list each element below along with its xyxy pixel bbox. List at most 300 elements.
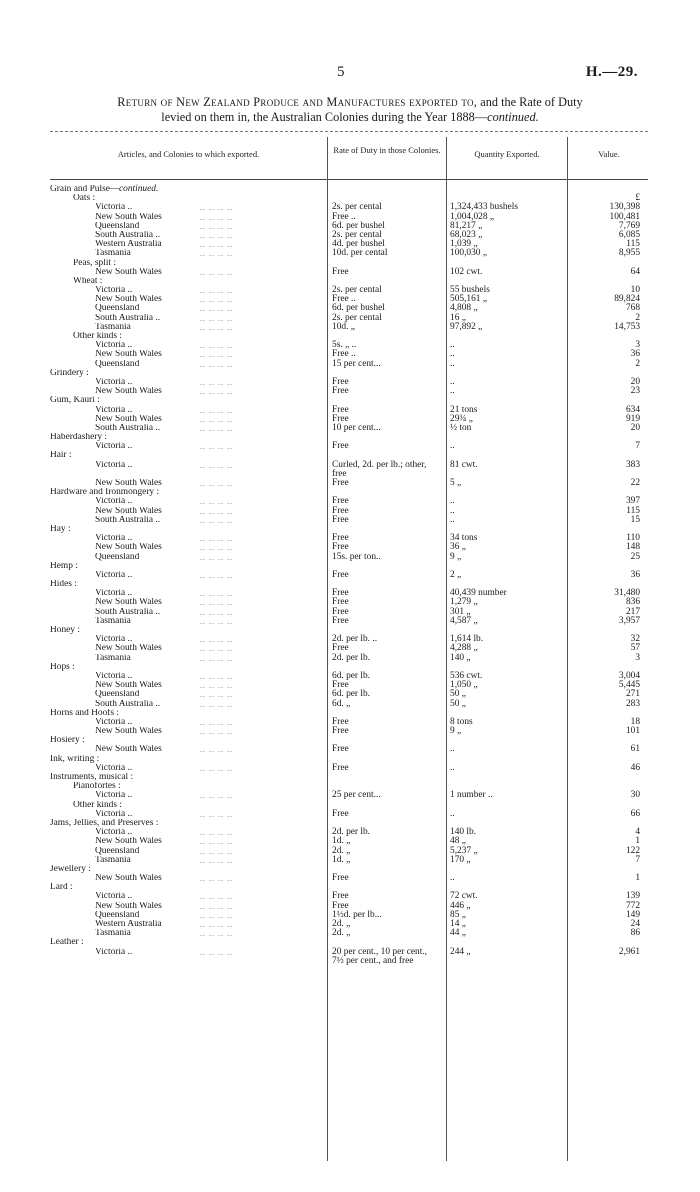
duty-rate: 2s. per cental xyxy=(332,285,382,296)
quantity-exported: 44 „ xyxy=(450,928,466,939)
section-heading: Leather : xyxy=(50,938,84,948)
table-row xyxy=(50,608,648,617)
export-value: 5,445 xyxy=(618,680,640,691)
duty-rate: 1d. „ xyxy=(332,836,351,847)
leader-dots: .. .. .. .. xyxy=(200,322,233,332)
quantity-exported: 16 „ xyxy=(450,312,466,323)
leader-dots: .. .. .. .. xyxy=(200,947,233,957)
export-value: 271 xyxy=(625,689,640,700)
quantity-exported: 4,808 „ xyxy=(450,303,478,314)
duty-rate: 20 per cent., 10 per cent., 7½ per cent., and free xyxy=(332,946,428,966)
section-heading-row xyxy=(50,773,648,782)
table-row xyxy=(50,654,648,663)
leader-dots: .. .. .. .. xyxy=(200,570,233,580)
duty-rate: 5s. „ .. xyxy=(332,340,357,351)
quantity-exported: 1,050 „ xyxy=(450,680,478,691)
export-value: 89,824 xyxy=(614,294,640,305)
destination-colony: Tasmania xyxy=(95,322,131,332)
table-row xyxy=(50,718,648,727)
export-value: 772 xyxy=(625,900,640,911)
export-value: 283 xyxy=(625,698,640,709)
export-value: 2 xyxy=(635,358,640,369)
leader-dots: .. .. .. .. xyxy=(200,699,233,709)
table-row xyxy=(50,442,648,451)
leader-dots: .. .. .. .. xyxy=(200,377,233,387)
leader-dots: .. .. .. .. xyxy=(200,616,233,626)
quantity-exported: 9 „ xyxy=(450,551,462,562)
duty-rate: 15s. per ton.. xyxy=(332,551,381,562)
export-value: 100,481 xyxy=(609,211,640,222)
export-value: 22 xyxy=(630,478,640,489)
quantity-exported: 244 „ xyxy=(450,946,471,957)
destination-colony: New South Wales xyxy=(95,901,162,911)
section-heading: Lard : xyxy=(50,883,73,893)
export-value: 86 xyxy=(630,928,640,939)
table-row xyxy=(50,700,648,709)
leader-dots: .. .. .. .. xyxy=(200,892,233,902)
duty-rate: 6d. per bushel xyxy=(332,220,385,231)
duty-rate: Free xyxy=(332,496,349,507)
destination-colony: Victoria .. xyxy=(95,377,133,387)
duty-rate: Free xyxy=(332,478,349,489)
leader-dots: .. .. .. .. xyxy=(200,653,233,663)
export-value: 383 xyxy=(625,459,640,470)
destination-colony: New South Wales xyxy=(95,598,162,608)
section-heading: Honey : xyxy=(50,626,80,636)
destination-colony: New South Wales xyxy=(95,874,162,884)
quantity-exported: 1 number .. xyxy=(450,790,493,801)
duty-rate: 2d. per lb. xyxy=(332,827,371,838)
export-value: 6,085 xyxy=(618,229,640,240)
table-row xyxy=(50,516,648,525)
export-value: 3 xyxy=(635,340,640,351)
duty-rate: Free xyxy=(332,615,349,626)
export-value: 110 xyxy=(626,533,640,544)
table-row xyxy=(50,553,648,562)
leader-dots: .. .. .. .. xyxy=(200,717,233,727)
duty-rate: Free xyxy=(332,606,349,617)
section-heading-row xyxy=(50,259,648,268)
quantity-exported: 36 „ xyxy=(450,542,466,553)
top-rule xyxy=(50,131,648,132)
leader-dots: .. .. .. .. xyxy=(200,313,233,323)
destination-colony: Victoria .. xyxy=(95,497,133,507)
title-line1-rest: and the Rate of Duty xyxy=(480,95,583,109)
duty-rate: 2d. per lb. .. xyxy=(332,634,378,645)
table-row xyxy=(50,424,648,433)
duty-rate: Free .. xyxy=(332,294,356,305)
duty-rate: Free xyxy=(332,680,349,691)
table-row xyxy=(50,598,648,607)
quantity-exported: 4,288 „ xyxy=(450,643,478,654)
destination-colony: New South Wales xyxy=(95,295,162,305)
leader-dots: .. .. .. .. xyxy=(200,479,233,489)
duty-rate: Free xyxy=(332,413,349,424)
leader-dots: .. .. .. .. xyxy=(200,442,233,452)
quantity-exported: .. xyxy=(450,496,455,507)
table-row xyxy=(50,892,648,901)
quantity-exported: 29¾ „ xyxy=(450,413,473,424)
export-value: 2 xyxy=(635,312,640,323)
quantity-exported: 5 „ xyxy=(450,478,462,489)
export-value: 57 xyxy=(630,643,640,654)
section-heading: Gum, Kauri : xyxy=(50,396,100,406)
leader-dots: .. .. .. .. xyxy=(200,727,233,737)
duty-rate: Free xyxy=(332,716,349,727)
leader-dots: .. .. .. .. xyxy=(200,359,233,369)
section-heading-row xyxy=(50,433,648,442)
destination-colony: New South Wales xyxy=(95,387,162,397)
leader-dots: .. .. .. .. xyxy=(200,286,233,296)
quantity-exported: 9 „ xyxy=(450,726,462,737)
section-heading: Hosiery : xyxy=(50,736,85,746)
destination-colony: South Australia .. xyxy=(95,423,161,433)
table-row xyxy=(50,856,648,865)
export-value: 101 xyxy=(625,726,640,737)
leader-dots: .. .. .. .. xyxy=(200,497,233,507)
export-value: 634 xyxy=(625,404,640,415)
destination-colony: New South Wales xyxy=(95,745,162,755)
destination-colony: Western Australia xyxy=(95,920,162,930)
section-heading-row xyxy=(50,369,648,378)
leader-dots: .. .. .. .. xyxy=(200,828,233,838)
duty-rate: Free .. xyxy=(332,211,356,222)
export-value: 122 xyxy=(625,845,640,856)
leader-dots: .. .. .. .. xyxy=(200,350,233,360)
export-value: 919 xyxy=(625,413,640,424)
quantity-exported: 1,614 lb. xyxy=(450,634,484,645)
section-heading-row xyxy=(50,488,648,497)
destination-colony: Queensland xyxy=(95,690,140,700)
table-row xyxy=(50,323,648,332)
section-heading: Hair : xyxy=(50,451,72,461)
export-value: 24 xyxy=(630,919,640,930)
section-heading: Horns and Hoofs : xyxy=(50,708,120,718)
export-value: 149 xyxy=(625,909,640,920)
leader-dots: .. .. .. .. xyxy=(200,534,233,544)
quantity-exported: .. xyxy=(450,376,455,387)
duty-rate: Free xyxy=(332,569,349,580)
destination-colony: Tasmania xyxy=(95,653,131,663)
table-row xyxy=(50,461,648,479)
quantity-exported: 48 „ xyxy=(450,836,466,847)
leader-dots: .. .. .. .. xyxy=(200,690,233,700)
table-row xyxy=(50,617,648,626)
export-value: 3,004 xyxy=(618,670,640,681)
quantity-exported: 2 „ xyxy=(450,569,462,580)
table-row xyxy=(50,791,648,800)
destination-colony: Victoria .. xyxy=(95,717,133,727)
duty-rate: 10d. „ xyxy=(332,321,355,332)
destination-colony: New South Wales xyxy=(95,543,162,553)
section-heading: Hops : xyxy=(50,662,75,672)
destination-colony: Victoria .. xyxy=(95,341,133,351)
duty-rate: Free xyxy=(332,505,349,516)
export-value: 30 xyxy=(630,790,640,801)
table-row xyxy=(50,672,648,681)
section-heading: Hay : xyxy=(50,524,71,534)
table-row xyxy=(50,810,648,819)
destination-colony: Queensland xyxy=(95,359,140,369)
quantity-exported: 1,039 „ xyxy=(450,239,478,250)
duty-rate: 4d. per bushel xyxy=(332,239,385,250)
leader-dots: .. .. .. .. xyxy=(200,635,233,645)
export-value: 14,753 xyxy=(614,321,640,332)
leader-dots: .. .. .. .. xyxy=(200,267,233,277)
page-header xyxy=(0,64,700,84)
section-heading: Peas, split : xyxy=(73,258,116,268)
table-row xyxy=(50,268,648,277)
duty-rate: 2d. „ xyxy=(332,845,351,856)
quantity-exported: .. xyxy=(450,808,455,819)
leader-dots: .. .. .. .. xyxy=(200,304,233,314)
quantity-exported: 1,279 „ xyxy=(450,597,478,608)
destination-colony: Victoria .. xyxy=(95,635,133,645)
leader-dots: .. .. .. .. xyxy=(200,671,233,681)
table-body xyxy=(50,185,648,975)
leader-dots: .. .. .. .. xyxy=(200,910,233,920)
table-row xyxy=(50,249,648,258)
quantity-exported: 8 tons xyxy=(450,716,473,727)
section-heading-row xyxy=(50,801,648,810)
leader-dots: .. .. .. .. xyxy=(200,837,233,847)
destination-colony: New South Wales xyxy=(95,479,162,489)
quantity-exported: 505,161 „ xyxy=(450,294,487,305)
destination-colony: South Australia .. xyxy=(95,515,161,525)
destination-colony: New South Wales xyxy=(95,267,162,277)
leader-dots: .. .. .. .. xyxy=(200,221,233,231)
export-value: 3 xyxy=(635,652,640,663)
quantity-exported: 4,587 „ xyxy=(450,615,478,626)
section-heading: Oats : xyxy=(73,194,96,204)
export-value: 139 xyxy=(625,891,640,902)
section-heading: Pianofortes : xyxy=(73,782,121,792)
duty-rate: Curled, 2d. per lb.; other, free xyxy=(332,459,427,479)
export-value: 115 xyxy=(626,505,640,516)
quantity-exported: 85 „ xyxy=(450,909,466,920)
document-code: H.—29. xyxy=(585,64,638,80)
duty-rate: Free xyxy=(332,533,349,544)
leader-dots: .. .. .. .. xyxy=(200,240,233,250)
quantity-exported: 100,030 „ xyxy=(450,248,487,259)
export-value: 23 xyxy=(630,386,640,397)
quantity-exported: .. xyxy=(450,505,455,516)
table-row xyxy=(50,589,648,598)
destination-colony: South Australia .. xyxy=(95,607,161,617)
export-value: 18 xyxy=(630,716,640,727)
export-value: 10 xyxy=(630,285,640,296)
leader-dots: .. .. .. .. xyxy=(200,203,233,213)
export-value: £ xyxy=(635,193,640,204)
header-rule xyxy=(50,179,648,180)
export-value: 397 xyxy=(625,496,640,507)
quantity-exported: .. xyxy=(450,349,455,360)
returns-table xyxy=(50,131,648,1161)
export-value: 115 xyxy=(626,239,640,250)
destination-colony: Queensland xyxy=(95,221,140,231)
export-value: 7,769 xyxy=(618,220,640,231)
duty-rate: Free xyxy=(332,762,349,773)
leader-dots: .. .. .. .. xyxy=(200,855,233,865)
duty-rate: 2s. per cental xyxy=(332,202,382,213)
section-heading: Jewellery : xyxy=(50,864,91,874)
export-value: 20 xyxy=(630,422,640,433)
table-row xyxy=(50,635,648,644)
duty-rate: Free xyxy=(332,597,349,608)
leader-dots: .. .. .. .. xyxy=(200,515,233,525)
section-heading-row xyxy=(50,755,648,764)
quantity-exported: .. xyxy=(450,873,455,884)
quantity-exported: .. xyxy=(450,441,455,452)
destination-colony: Tasmania xyxy=(95,616,131,626)
leader-dots: .. .. .. .. xyxy=(200,901,233,911)
section-heading: Grindery : xyxy=(50,368,89,378)
leader-dots: .. .. .. .. xyxy=(200,929,233,939)
quantity-exported: 97,892 „ xyxy=(450,321,483,332)
table-row xyxy=(50,745,648,754)
duty-rate: Free xyxy=(332,376,349,387)
export-value: 61 xyxy=(630,744,640,755)
section-heading-row xyxy=(50,562,648,571)
section-heading: Hemp : xyxy=(50,561,78,571)
section-heading-row xyxy=(50,865,648,874)
destination-colony: Victoria .. xyxy=(95,203,133,213)
duty-rate: 2d. „ xyxy=(332,928,351,939)
table-row xyxy=(50,378,648,387)
leader-dots: .. .. .. .. xyxy=(200,874,233,884)
leader-dots: .. .. .. .. xyxy=(200,506,233,516)
table-row xyxy=(50,948,648,976)
destination-colony: New South Wales xyxy=(95,414,162,424)
export-value: 148 xyxy=(625,542,640,553)
destination-colony: Victoria .. xyxy=(95,892,133,902)
destination-colony: New South Wales xyxy=(95,506,162,516)
destination-colony: Victoria .. xyxy=(95,460,133,470)
export-value: 32 xyxy=(630,634,640,645)
section-heading: Other kinds : xyxy=(73,332,122,341)
quantity-exported: ½ ton xyxy=(450,422,472,433)
quantity-exported: 1,004,028 „ xyxy=(450,211,495,222)
export-value: 4 xyxy=(635,827,640,838)
quantity-exported: 55 bushels xyxy=(450,285,490,296)
section-heading: Instruments, musical : xyxy=(50,773,134,783)
destination-colony: Victoria .. xyxy=(95,828,133,838)
section-heading: Jams, Jellies, and Preserves : xyxy=(50,818,159,828)
leader-dots: .. .. .. .. xyxy=(200,460,233,470)
quantity-exported: 81 cwt. xyxy=(450,459,478,470)
export-value: 66 xyxy=(630,808,640,819)
table-row xyxy=(50,571,648,580)
duty-rate: Free xyxy=(332,643,349,654)
destination-colony: Victoria .. xyxy=(95,791,133,801)
leader-dots: .. .. .. .. xyxy=(200,920,233,930)
duty-rate: Free xyxy=(332,588,349,599)
section-heading-row xyxy=(50,709,648,718)
export-value: 25 xyxy=(630,551,640,562)
duty-rate: 6d. per bushel xyxy=(332,303,385,314)
section-heading: Wheat : xyxy=(73,276,103,286)
duty-rate: Free xyxy=(332,808,349,819)
duty-rate: Free xyxy=(332,744,349,755)
leader-dots: .. .. .. .. xyxy=(200,809,233,819)
section-heading-row xyxy=(50,396,648,405)
export-value: 7 xyxy=(635,854,640,865)
leader-dots: .. .. .. .. xyxy=(200,230,233,240)
quantity-exported: 301 „ xyxy=(450,606,471,617)
quantity-exported: 21 tons xyxy=(450,404,478,415)
section-heading-row xyxy=(50,736,648,745)
destination-colony: Queensland xyxy=(95,846,140,856)
section-heading: Hardware and Ironmongery : xyxy=(50,488,160,498)
section-heading: Grain and Pulse— xyxy=(50,185,120,194)
destination-colony: New South Wales xyxy=(95,681,162,691)
destination-colony: Victoria .. xyxy=(95,570,133,580)
duty-rate: 25 per cent... xyxy=(332,790,381,801)
quantity-exported: 50 „ xyxy=(450,689,466,700)
title-continued: continued. xyxy=(487,110,539,124)
destination-colony: New South Wales xyxy=(95,837,162,847)
destination-colony: New South Wales xyxy=(95,212,162,222)
duty-rate: Free xyxy=(332,514,349,525)
section-heading-row xyxy=(50,883,648,892)
export-value: 1 xyxy=(635,873,640,884)
leader-dots: .. .. .. .. xyxy=(200,414,233,424)
quantity-exported: .. xyxy=(450,340,455,351)
leader-dots: .. .. .. .. xyxy=(200,644,233,654)
leader-dots: .. .. .. .. xyxy=(200,791,233,801)
destination-colony: Tasmania xyxy=(95,249,131,259)
duty-rate: 15 per cent... xyxy=(332,358,381,369)
quantity-exported: .. xyxy=(450,762,455,773)
export-value: 7 xyxy=(635,441,640,452)
duty-rate: Free xyxy=(332,441,349,452)
destination-colony: Victoria .. xyxy=(95,534,133,544)
title-line2: levied on them in, the Australian Colonies during the Year 1888— xyxy=(161,110,488,124)
table-row xyxy=(50,929,648,938)
export-value: 768 xyxy=(625,303,640,314)
section-heading: Ink, writing : xyxy=(50,754,100,764)
leader-dots: .. .. .. .. xyxy=(200,598,233,608)
destination-colony: Victoria .. xyxy=(95,809,133,819)
duty-rate: 2s. per cental xyxy=(332,229,382,240)
table-row xyxy=(50,727,648,736)
duty-rate: 1½d. per lb... xyxy=(332,909,382,920)
duty-rate: 2d. „ xyxy=(332,919,351,930)
leader-dots: .. .. .. .. xyxy=(200,295,233,305)
duty-rate: Free xyxy=(332,386,349,397)
header-rate: Rate of Duty in those Colonies. xyxy=(333,145,441,155)
destination-colony: Victoria .. xyxy=(95,589,133,599)
quantity-exported: .. xyxy=(450,358,455,369)
duty-rate: 6d. per lb. xyxy=(332,689,371,700)
quantity-exported: 1,324,433 bushels xyxy=(450,202,518,213)
title-line1: Return of New Zealand Produce and Manufactures exported to, xyxy=(117,95,478,109)
destination-colony: Queensland xyxy=(95,552,140,562)
export-value: 3,957 xyxy=(618,615,640,626)
duty-rate: Free xyxy=(332,900,349,911)
duty-rate: Free xyxy=(332,266,349,277)
destination-colony: Victoria .. xyxy=(95,286,133,296)
leader-dots: .. .. .. .. xyxy=(200,249,233,259)
export-value: 46 xyxy=(630,762,640,773)
destination-colony: Tasmania xyxy=(95,929,131,939)
duty-rate: Free xyxy=(332,542,349,553)
leader-dots: .. .. .. .. xyxy=(200,846,233,856)
quantity-exported: 102 cwt. xyxy=(450,266,483,277)
section-heading: Hides : xyxy=(50,580,77,590)
leader-dots: .. .. .. .. xyxy=(200,341,233,351)
leader-dots: .. .. .. .. xyxy=(200,405,233,415)
